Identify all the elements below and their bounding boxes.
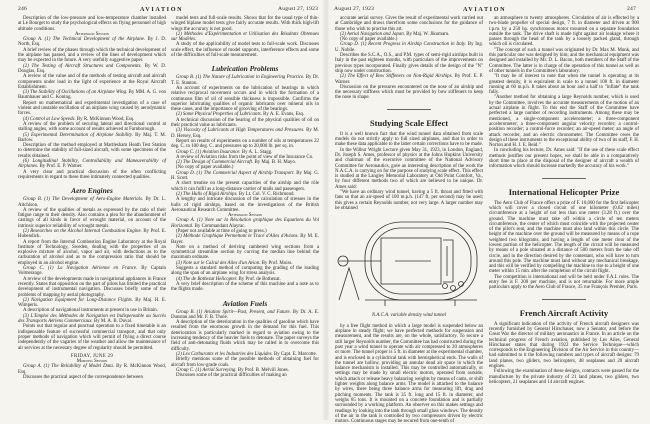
paragraph-text: By Maj. T. M. Barlow. bbox=[18, 132, 166, 143]
paper-title: Group B. (1) Aviation Spirit—Past, Present, and Future. bbox=[176, 309, 291, 315]
paragraph-text: By Prof. E. Hubendick. bbox=[18, 228, 167, 240]
paragraph-text: (Paper not available at time of going to press.) bbox=[176, 228, 267, 234]
paragraph-text: Discusses some of the practical difficulties of making an bbox=[176, 373, 287, 379]
paragraph bbox=[489, 48, 639, 74]
article-heading: French Aircraft Activity bbox=[519, 307, 609, 318]
paper-title: (3) Viscosity of Lubricants at High Temperatures and Pressures. bbox=[176, 128, 305, 134]
abstract-entry bbox=[18, 364, 166, 375]
paragraph bbox=[171, 139, 319, 150]
paragraph bbox=[18, 170, 166, 181]
paragraph-text: Briefly mentions some of the possible methods of obtaining fuel for aircraft from low-grade coals. bbox=[171, 357, 319, 368]
paragraph-text: Description of the method employed at Martlesham Heath Test Station to determine the stability of full-sized aircraft, with some specimens of the results obtained. bbox=[18, 143, 166, 159]
paragraph-text: By Maj. G. H. Scott. bbox=[171, 170, 319, 182]
paragraph bbox=[18, 324, 166, 350]
paragraph bbox=[171, 181, 319, 192]
paper-title: (4) Control at Low Speeds. bbox=[23, 116, 76, 122]
abstract-entry bbox=[171, 218, 319, 229]
page-number: 246 bbox=[18, 6, 27, 12]
wind-tunnel-diagram bbox=[335, 216, 483, 308]
column bbox=[335, 16, 484, 424]
section-heading: Aero Engines bbox=[71, 186, 113, 196]
paragraph-text: "It may be of interest to note that when the tunnel is operating at its greatest density, it is equivalent in scale to a tunnel 100 ft. in diameter running at 60 m.p.h. It takes about an hour and a half to "inflate" the tank fully. bbox=[489, 74, 639, 96]
paragraph-text: By A. L. Stagg. bbox=[240, 149, 273, 155]
left-page bbox=[0, 0, 325, 420]
paragraph-text: By Dr. A. E. Dunstan and Mr. F. B. Thole. bbox=[171, 309, 319, 320]
paragraph bbox=[335, 53, 483, 74]
paragraph-text: The Aero Club of France offers a prize of F. 10,000 for the first helicopter which will cover a closed circuit of one kilometer (0.62 miles) circumference at a height of not less than one meter (3.28 ft.) over the ground. The machine must take off within a circle of ten meters circumference, the center of which must coincide with the projected center of the pilot's seat, and the machine must also land within this circle. The height of the machine over the ground will be measured by means of a rope weighted two kilograms, and having a length of one meter clear of the lowest portion of the helicopter. The length of the circuit will be measured by means of a pole situated at a distance of 500 meters from the take off circle, and in the direction desired by the contestant, who will have to turn around this pole. The machine must land without any mechanical breakage, and this will be verified by compelling the machine to rise to a height of one meter within 15 min. after the completion of the circuit flight. bbox=[489, 200, 639, 275]
paragraph-text: Suggests a standard method of computing the grading of the loading along the span of an airplane wing for stress analysis. bbox=[171, 266, 319, 277]
paragraph-text: A significant indication of the activity of French aircraft designers was recently furnished by General Hirschauer, now a Senator, and before the Great War the director of military aeronautics in France. In an article on the technical progress of French aviation, published by Les Ailes, General Hirschauer states that during 1922 the Service Technique—which corresponds to the Engineering Division of the Air Service in this country—had submitted to it the following numbers and types of aircraft designs: 79 land planes, two gliders, two helicopters, 48 seaplanes and 20 aircraft engines. bbox=[489, 321, 639, 370]
paragraph bbox=[18, 101, 166, 117]
paragraph-text: Description of the low-pressure and low-temperature chamber installed at Le Bourget to study the psychological effects on flying personnel of high altitude conditions. bbox=[18, 16, 166, 32]
paper-title: (2) Les Carburants et les Industries des Liquides. bbox=[176, 351, 273, 357]
paper-title: Group C. (1) Aerial Surveying. bbox=[176, 367, 237, 373]
abstract-entry bbox=[18, 90, 166, 101]
paragraph-text: The competition is international and will be held under F.A.I. rules. The entry fee is F. 200 per machine, and is not returnable. For more ample particulars apply to the Aero Club of France, 35 rue François Premier, Paris. bbox=[489, 274, 639, 291]
paper-title: (3) The Stability of Oscillations of an Airplane Wing. bbox=[23, 90, 128, 96]
balance-mechanism bbox=[395, 240, 453, 282]
paragraph-text: model tests and full-scale results. Shows that for the usual type of thin-winged biplane model tests give fairly accurate results. With thick high-lift wings the accuracy is not good. bbox=[171, 16, 319, 32]
paragraph-text: Describes the S.C.A., O.S., and P.M. types of semi-rigid airships built in Italy in the past eighteen months, with particulars of the improvements on previous types incorporated. Finally gives details of the design of the "N" ship now under construction. bbox=[335, 53, 483, 74]
abstract-entry bbox=[18, 159, 166, 170]
compressor bbox=[459, 282, 464, 287]
abstract-entry bbox=[18, 314, 166, 325]
abstract-entry bbox=[18, 266, 166, 277]
paragraph-text: A lengthy and intricate discussion of the calculation of stresses in the hulls of rigid airships, based on the investigations of the British Aeronautical Research Committee. bbox=[171, 197, 319, 213]
paragraph-text: By Prof. B. Melvill Jones. bbox=[236, 367, 290, 373]
paragraph-text: Note on a method of deriving cambered wing sections from a symmetrical streamline section by curving the median line behind the maximum ordinate. bbox=[171, 244, 319, 261]
paragraph-text: an atmosphere to twenty atmospheres. Circulation of air is effected by a two-blade propeller of special design, 7 ft. in diameter and driven at 900 r.p.m. by a 250 hp. synchronous motor mounted on a separate foundation outside the tank. The drive shaft is made tight against air leakage where it passes through the head of the tank by a loosely packed gland, through which oil is circulated. bbox=[489, 16, 639, 48]
abstract-entry bbox=[171, 75, 319, 86]
paper-title: Group B. (1) The Development of Aero-Engine Materials. bbox=[23, 197, 144, 203]
paper-title: (2) The Hulls of Rigid Airships. bbox=[176, 191, 238, 197]
paragraph bbox=[171, 42, 319, 58]
paragraph bbox=[18, 122, 166, 133]
divider-rule bbox=[542, 178, 586, 179]
paragraph bbox=[18, 48, 166, 64]
paragraph-text: "We have an ordinary wind tunnel, having a 5 ft. throat and fitted with fans so that an air-speed of 100 m.p.h. (147 ft. per second) may be used; this gives a certain Reynolds number, not very large. A larger number may be obtained bbox=[335, 190, 483, 211]
paragraph bbox=[171, 266, 319, 277]
paragraph-text: By Dr. T. E. Stanton. bbox=[171, 75, 320, 86]
paragraph-text: "The concept of such a tunnel was originated by Dr. Max M. Munk, and this particular one was designed by him; and the mechanical equipment was designed and installed by Mr. D. L. Bacon, both members of the Staff of the Committee. The latter is in charge of the operation of this tunnel as well as of other tunnels in the Committee's laboratory. bbox=[489, 47, 639, 74]
paper-title: Group B. (1) The Nature of Lubrication in Engineering Practice. bbox=[176, 75, 305, 81]
paragraph bbox=[489, 201, 639, 275]
paragraph bbox=[171, 373, 319, 378]
paragraph-text: By Maj. B. H. Mayo. bbox=[253, 160, 297, 166]
right-page bbox=[325, 0, 650, 424]
paragraph bbox=[18, 277, 166, 298]
paragraph bbox=[489, 369, 639, 385]
abstract-entry bbox=[18, 298, 166, 309]
paragraph bbox=[335, 85, 483, 101]
paragraph-text: By Commandant Alayrac. bbox=[193, 223, 246, 229]
paragraph bbox=[171, 282, 319, 293]
paragraph-text: A very clear and practical discussion of the often conflicting requirements in regard to these three intimately connected qualities. bbox=[18, 169, 166, 180]
column bbox=[489, 16, 639, 418]
paragraph bbox=[489, 74, 639, 95]
compressor bbox=[443, 284, 448, 289]
abstract-entry bbox=[18, 133, 166, 144]
paragraph bbox=[489, 16, 639, 48]
section-heading: Aviation Fuels bbox=[222, 298, 268, 308]
issue-date: August 27, 1923 bbox=[278, 6, 319, 12]
column bbox=[171, 16, 319, 418]
paragraph bbox=[335, 324, 483, 424]
paper-title: (2) The Design of Commercial Aircraft. bbox=[176, 160, 254, 166]
paragraph-text: A report from the Internal Combustion Engine Laboratory at the Royal Institute of Technology, Sweden, dealing with the properties of an explosive mixture of alcohol, vapor and air, with deductions as to the carburation of alcohol and as to the compression ratio that should be employed in an alcohol engine. bbox=[18, 239, 166, 266]
abstract-entry bbox=[335, 42, 483, 53]
abstract-entry bbox=[171, 32, 319, 43]
paragraph bbox=[335, 148, 483, 190]
paragraph-text: A review of Aviation risks from the point of view of the Insurance Co. bbox=[176, 154, 314, 160]
paragraph bbox=[171, 320, 319, 352]
figure-caption: N.A.C.A. variable density wind tunnel bbox=[371, 312, 447, 318]
paper-title: (2) Navigation Equipment for Long-Distance Flights. bbox=[23, 297, 133, 303]
paragraph-text: A review of the developments made in navigational appliances in France recently. States that opposition on the part of pilots has limited the practical development of instrumental navigation. Discusses briefly some of the problems of mapping by aerial photography. bbox=[18, 276, 166, 298]
divider-rule bbox=[387, 109, 431, 110]
paragraph-text: A description of navigational instruments at present in use in Britain. bbox=[23, 308, 158, 314]
paragraph bbox=[171, 197, 319, 213]
compressor bbox=[451, 286, 456, 291]
abstract-entry bbox=[18, 197, 166, 208]
abstract-entry bbox=[171, 234, 319, 245]
paragraph-text: By Prof. Moiss. bbox=[260, 260, 293, 266]
running-title: AVIATION bbox=[463, 6, 507, 13]
abstract-entry bbox=[18, 64, 166, 75]
paper-title: Group C. (1) La Navigation Aérienne en France. bbox=[23, 266, 138, 272]
paragraph-text: By M. D. Hersey, Esq. bbox=[171, 128, 319, 139]
paragraph-text: By Maj. W. Jikumaru. bbox=[404, 31, 450, 37]
paper-title: Group C. (1) Aviation Insurance. bbox=[176, 149, 241, 155]
paragraph bbox=[171, 357, 319, 368]
paragraph-text: By Prof. E. P. Warner. bbox=[38, 164, 83, 170]
paragraph-text: By M. A. B. Duval. bbox=[92, 319, 133, 325]
paper-title: (2) Méthodes d'Expérimentation et Utilisation des Résultats Obtenues sur Modèles. bbox=[171, 31, 319, 43]
paragraph-text: Discussion on the pressures encountered on the nose of an airship and the necessary stiffness which must be provided by bow stiffeners to keep the nose in shape. bbox=[335, 84, 483, 101]
paper-title: Group D. (1) Recent Progress in Airship Construction in Italy. bbox=[340, 42, 467, 48]
paragraph-text: In the Wilbur Wright Lecture given May 31, 1923, in London, England, Dr. Joseph S. Ames, professor of physics at the Johns Hopkins University and chairman of the executive committee of the National Advisory Committee for Aeronautics, gave an interesting description of the work the N.A.C.A. is carrying on for the purpose of studying scale effect. This effect is studied at the Langley Memorial Laboratory at Old Point Comfort, Va., by four different methods two of which are believed to be unique. Dr. Ames said: bbox=[335, 147, 483, 190]
paragraph-text: A review of the problem of securing lateral and directional control at stalling angles, with some account of results achieved at Farnborough. bbox=[18, 121, 166, 133]
paragraph-text: Report on mathematical and experimental investigation of a case of violent and unstable oscillation of an airplane wing caused by aerodynamic forces. bbox=[18, 100, 166, 117]
paragraph-text: "Another method for obtaining a large Reynolds number, which is used by the Committee, involves the accurate measurements of the motion of an actual airplane in flight. To this end the Staff of the Committee have perfected a large number of recording instruments. Among these may be mentioned, a single-component accelerometer; a three-component accelerometer; a three-component angular velocity recorder; a control-position recorder; a control-force recorder; an air-speed meter; an angle of attack recorder, and an electric chronometer. The Committee owes the design of these instruments to the exceptional ability of two of its staff, F. H. Norton and H. J. E. Reid." bbox=[489, 95, 639, 149]
paper-title: (2) Aerial Navigation and Japan. bbox=[340, 31, 405, 37]
section-heading: Lubrication Problems bbox=[211, 64, 279, 74]
paper-title: (5) Experimental Determination of Airplane Stability. bbox=[23, 132, 133, 138]
paper-title: (2) The Testing of Aircraft Structures and Components. bbox=[23, 63, 142, 69]
paper-title: Group D. (1) The Commercial Aspect of Airship Transport. bbox=[176, 170, 295, 176]
paragraph-text: accurate aerial survey. Gives the result of experimental work carried out at Cambridge and draws therefrom some conclusions for the guidance of those who wish to practise this art. bbox=[335, 16, 483, 32]
divider-rule bbox=[542, 299, 586, 300]
paper-title: Group A. (1) The Reliability of Model Data. bbox=[23, 364, 115, 370]
paragraph-text: Discusses the practical aspect of the correspondence between bbox=[23, 375, 143, 380]
dateline: FRIDAY, JUNE 29 bbox=[70, 353, 114, 359]
paragraph bbox=[18, 208, 166, 229]
paragraph-text: In concluding his lecture, Dr. Ames said: "If the use of these scale effect methods justifies our present hopes, we shall be able in a comparatively short time to place at the disposal of the designer of aircraft a wealth of information which should increase markedly the accuracy of his work." bbox=[489, 148, 639, 170]
paragraph-text: By A. E. Evans, Esq. bbox=[261, 112, 305, 118]
paragraph-text: By Captain Volmerange. bbox=[18, 266, 166, 277]
paragraph-text: By J. D. North, Esq. bbox=[18, 37, 166, 48]
paragraph bbox=[171, 118, 319, 129]
paragraph-text: A review of the qualities of metals as expressed by the ratio of their fatigue range to their density. Also contains a plea for the abandonment of castings of all kinds in favor of wrought material, on account of the intrinsic superior reliability of wrought metals. bbox=[18, 207, 166, 229]
paragraph-text: (No copy of paper available.) bbox=[340, 37, 398, 43]
paragraph-text: By Dr. L. Aitchison. bbox=[18, 197, 166, 208]
paragraph bbox=[171, 86, 319, 112]
paragraph bbox=[335, 190, 483, 211]
paragraph-text: By Ing. U. Nobile. bbox=[335, 42, 484, 53]
paragraph-text: Points out that regular and punctual operation to a fixed timetable is an indispensable feature of successful commercial transport, and that only proper methods of navigation which will permit of flying a direct course independently of the vagaries of the weather and allow the maintenance of air services at the necessary degree of regularity should be permitted. bbox=[18, 324, 166, 351]
paper-title: Group A. (1) The Technical Development of the Airplane. bbox=[23, 37, 146, 43]
column bbox=[18, 16, 166, 418]
paragraph bbox=[489, 322, 639, 370]
paragraph-text: A description of the deterioration in the qualities of gasoline which have resulted from the enormous growth in the demand for this fuel. This deterioration is particularly marked in regard to aviation owing to the increasing tendency of the heavier fuels to detonate. The paper surveys the field of anti-detonating fluids which may be called in to overcome this difficulty. bbox=[171, 320, 319, 352]
paragraph-text: A short treatise on the present capacities of the airship and the rôle which it can fulfil as a long-distance carrier of mails and passengers. bbox=[171, 181, 319, 192]
paragraph-text: By Lt. Col. V. C. Richmond. bbox=[237, 191, 295, 197]
paragraph bbox=[18, 240, 166, 266]
paragraph bbox=[489, 275, 639, 291]
paragraph bbox=[335, 16, 483, 32]
paragraph bbox=[489, 148, 639, 169]
paragraph-text: By Prof. de Bothezat. bbox=[237, 276, 281, 282]
paragraph-text: A review of the value and of the methods of testing aircraft and aircraft components under load in the light of experience at the Royal Aircraft Establishment. bbox=[18, 74, 166, 90]
session-label: Afternoon Session bbox=[228, 213, 262, 219]
paragraph-text: By Capt. E. Marcotte. bbox=[272, 351, 317, 357]
paper-title: (4) The de Bothezat Helicopter. bbox=[176, 276, 238, 282]
abstract-entry bbox=[171, 171, 319, 182]
paragraph-text: Report on results of experiments on a number of oils at temperatures 22 deg. C. to 100 deg. C. and pressures up to 20,000 lb. per sq. in. bbox=[171, 138, 319, 150]
paragraph-text: A brief review of the phases through which the technical development of the airplane has passed, and a review of the lines of development which may be expected in the future. A very usefully suggestive paper. bbox=[18, 47, 166, 64]
page-number: 247 bbox=[627, 6, 636, 12]
paragraph-text: A technical discussion of the bearing of the physical qualities of oil on their practical value as lubricants. bbox=[171, 117, 319, 129]
paragraph bbox=[489, 95, 639, 148]
paragraph-text: By Prof. E. P. Warner. bbox=[335, 74, 483, 85]
abstract-entry bbox=[18, 37, 166, 48]
paragraph-text: By M. E. Bayer. bbox=[171, 234, 319, 245]
abstract-entry bbox=[18, 229, 166, 240]
paper-title: (2) Méthode Graphique Permettant le Tracé d'Ailes d'Avions. bbox=[176, 234, 299, 240]
abstract-entry bbox=[171, 128, 319, 139]
paper-title: Group A. (1) Note sur la Résolution graphique des Equations du Vol Horizontal. bbox=[171, 218, 319, 229]
article-heading: Studying Scale Effect bbox=[369, 117, 449, 128]
paragraph bbox=[18, 74, 166, 90]
paragraph-text: By Maj. H. E. Wimperis. bbox=[18, 297, 166, 309]
paragraph-text: By MM. A. G. von Baumhauer and C. Koning. bbox=[18, 90, 166, 101]
paragraph-text: by a free flight method in which a large model is suspended below an airplane in steady flight; we have perfected methods for suspension and measurement, and the results are, on the whole, satisfactory. To secure a still larger Reynolds number, the Committee has had constructed during the past year a wind tunnel to operate with air compressed to 20 atmospheres or more. The tunnel proper is 5 ft. in diameter at the experimental chamber, and is enclosed in a cylindrical tank with hemispherical ends. The walls of the tunnel are hollow, providing an annular dead air space in which the balance mechanism is installed. This may be controlled automatically, or settings may be made by small electric motors, operated from outside, which attach or release heavy balancing weights by means of cams, or shift lighter weights along balance arms. The model is attached to the balance by wires, there being three balance arms for measuring lift, drag and pitching moments. The tank is 35 ft. long and 15 ft. in diameter, and weighs 85 tons. It is mounted on a concrete foundation and is partially surrounded by a working platform. An observer on this makes settings and readings by looking into the tank through small glass windows. The density of the air in the tank is controlled by two compressors driven by electric motors. Continuous stages may be secured from one-tenth of bbox=[335, 323, 483, 424]
paragraph-text: By R. McKinnon Wood, Esq. bbox=[18, 364, 167, 375]
paragraph-text: A study of the applicability of model tests to full-scale work. Discusses scale effect, the influence of model supports, interference effects and some of the difficulties of full-scale measurement. bbox=[171, 42, 319, 59]
session-label: Morning Session bbox=[76, 359, 108, 365]
issue-date: August 27, 1923 bbox=[334, 6, 375, 12]
paper-title: (2) The Effect of Bow Stiffeners on Non-Rigid Airships. bbox=[340, 74, 453, 80]
paragraph-text: (No copy of paper available.) bbox=[176, 165, 234, 171]
figure bbox=[335, 216, 483, 310]
paper-title: (3) L'Emploi des Méthodes de Navigation est Indispensable au Succès des Transports Aériens Commerciaux. bbox=[18, 313, 166, 325]
session-label: Afternoon Session bbox=[75, 31, 109, 37]
paragraph-text: It is a well known fact that the wind tunnel data obtained from scale models do not strictly apply to full sized airplanes, and that in order to make these data applicable to the latter certain corrections have to be made. bbox=[335, 131, 483, 148]
paragraph-text: An account of experiments on the lubrication of bearings in which relative reciprocal movement occurs and in which the formation of a continuous film of oil of sensible thickness is impossible. Confirms the superior lubricating qualities of organic lubricants over mineral oils in these cases, and the importance of grooving of the bearings. bbox=[171, 85, 319, 113]
paragraph bbox=[18, 16, 166, 32]
paragraph-text: By W. D. Douglas, Esq. bbox=[18, 63, 166, 74]
paragraph bbox=[18, 143, 166, 159]
article-heading: International Helicopter Prize bbox=[508, 186, 620, 197]
paragraph bbox=[171, 16, 319, 32]
foundation bbox=[339, 268, 477, 306]
paper-title: (2) Some Physical Properties of Lubricants. bbox=[176, 112, 262, 118]
paragraph bbox=[18, 375, 166, 380]
paper-title: (3) Note sur le Calcul des Ailes d'un Avion. bbox=[176, 260, 261, 266]
paragraph-text: By R. McKinnon Wood, Esq. bbox=[75, 116, 135, 122]
paper-title: (2) Researches on the Alcohol Internal Combustion Engine. bbox=[23, 228, 142, 234]
paragraph-text: A very brief description of the scheme of this machine and a note as to the flights made. bbox=[171, 281, 319, 293]
paragraph-text: Following the examination of these designs, contracts were passed for the manufacture by the private industry of 21 land planes, two gliders, two helicopters, 21 seaplanes and 14 aircraft engines. bbox=[489, 369, 639, 385]
abstract-entry bbox=[335, 74, 483, 85]
paragraph bbox=[171, 245, 319, 261]
running-title: AVIATION bbox=[140, 6, 184, 13]
abstract-entry bbox=[171, 310, 319, 321]
paragraph bbox=[335, 132, 483, 148]
paper-title: (6) Longitudinal Stability, Controllability and Maneuverability of Airplanes. bbox=[18, 159, 166, 170]
